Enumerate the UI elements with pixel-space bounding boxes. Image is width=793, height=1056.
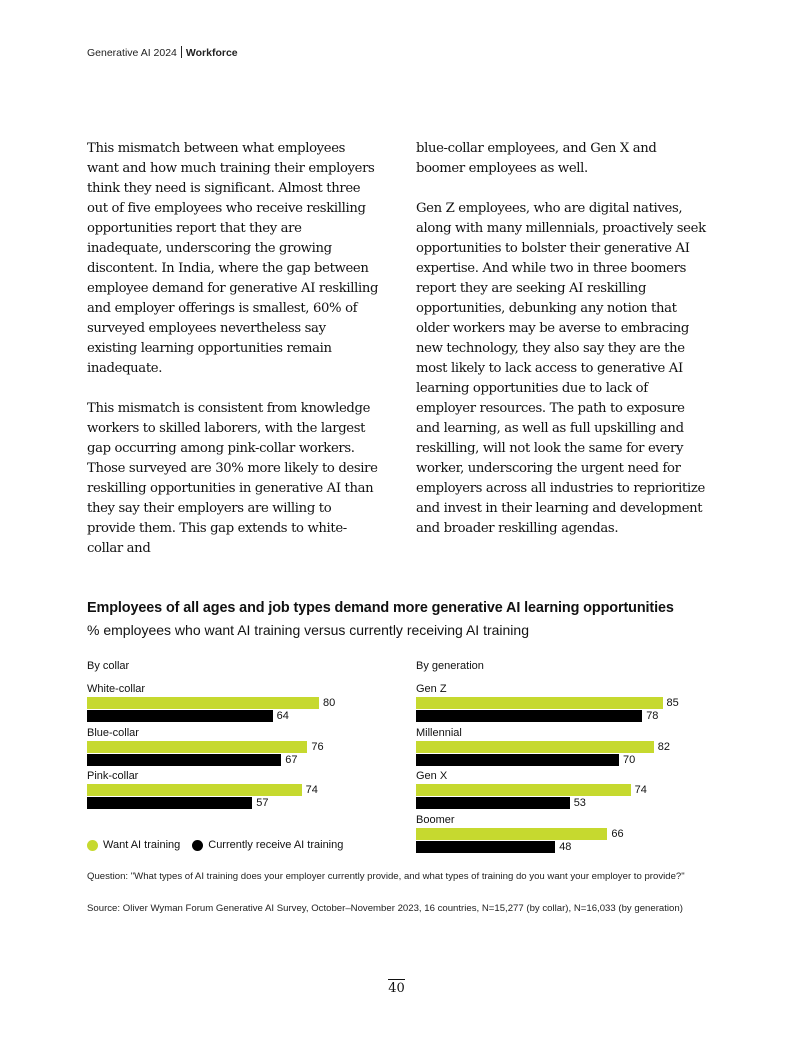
paragraph: blue-collar employees, and Gen X and boomer employees as well. xyxy=(416,141,657,176)
header-divider xyxy=(181,46,182,58)
bar-value-label: 67 xyxy=(285,753,298,766)
bar-value-label: 74 xyxy=(305,784,318,796)
bar-want xyxy=(87,697,319,709)
bar-receive xyxy=(416,841,555,853)
panel-title-collar: By collar xyxy=(87,660,130,672)
bar-receive xyxy=(87,797,252,809)
bar-want xyxy=(416,828,607,840)
header-prefix: Generative AI 2024 xyxy=(87,47,177,59)
category-label: Pink-collar xyxy=(87,770,139,782)
panel-title-generation: By generation xyxy=(416,660,484,672)
paragraph: Gen Z employees, who are digital natives, along with many millennials, proactively seek opportunities to bolster their generative AI expertise. And while two in three boomers report they are seeking AI reskilling opportunities, debunking any notion that older workers may be averse to embracing new technology, they also say they are the most likely to lack access to generative AI learning opportunities due to lack of employer resources. The path to exposure and learning, as well as full upskilling and reskilling, will not look the same for every worker, underscoring the urgent need for employers across all industries to reprioritize and invest in their learning and development and broader reskilling agendas. xyxy=(416,201,706,536)
chart-question-note: Question: "What types of AI training does your employer currently provide, and what types of training do you want your employer to provide?" xyxy=(87,871,685,882)
bar-receive xyxy=(416,797,570,809)
category-label: Millennial xyxy=(416,726,462,739)
legend-dot-want xyxy=(87,840,98,851)
bar-receive xyxy=(416,754,619,766)
bar-value-label: 82 xyxy=(657,740,671,753)
bar-want xyxy=(416,784,631,796)
bar-receive xyxy=(87,710,273,722)
chart-subtitle: % employees who want AI training versus currently receiving AI training xyxy=(87,622,529,638)
bar-value-label: 78 xyxy=(646,710,659,722)
chart-legend xyxy=(87,839,355,851)
bar-value-label: 80 xyxy=(323,697,336,709)
bar-want xyxy=(416,741,654,753)
category-label: Boomer xyxy=(416,813,455,826)
page-number: 40 xyxy=(388,981,405,996)
legend-item-receive xyxy=(192,839,343,851)
bar-want xyxy=(416,697,663,709)
bar-value-label: 76 xyxy=(311,740,324,753)
bar-value-label: 48 xyxy=(559,840,572,853)
category-label: White-collar xyxy=(87,683,146,695)
category-label: Gen X xyxy=(416,770,448,782)
bar-value-label: 53 xyxy=(573,797,586,809)
bar-value-label: 74 xyxy=(634,784,647,796)
chart-title: Employees of all ages and job types demand more generative AI learning opportunities xyxy=(87,600,674,616)
bar-value-label: 85 xyxy=(666,697,679,709)
header-section: Workforce xyxy=(185,47,238,59)
paragraph: This mismatch is consistent from knowledge workers to skilled laborers, with the largest gap occurring among pink-collar workers. Those surveyed are 30% more likely to desire reskilling opportunities in generative AI than they say their employers are willing to provide them. This gap extends to white-collar and xyxy=(87,401,378,556)
running-header xyxy=(87,46,238,59)
legend-item-want xyxy=(87,839,180,851)
bar-receive xyxy=(416,710,642,722)
bar-value-label: 66 xyxy=(611,827,624,840)
chart-source-note: Source: Oliver Wyman Forum Generative AI Survey, October–November 2023, 16 countries, N=15,277 (by collar), N=16,033 (by generation) xyxy=(87,903,683,914)
legend-label: Want AI training xyxy=(103,839,181,851)
bar-want xyxy=(87,784,302,796)
bar-want xyxy=(87,741,307,753)
paragraph: This mismatch between what employees want and how much training their employers think they need is significant. Almost three out of five employees who receive reskilling opportunities report that they are inadequate, underscoring the growing discontent. In India, where the gap between employee demand for generative AI reskilling and employer offerings is smallest, 60% of surveyed employees nevertheless say existing learning opportunities remain inadequate. xyxy=(87,141,379,376)
bar-value-label: 70 xyxy=(623,753,636,766)
body-column-left xyxy=(87,139,379,579)
bar-value-label: 64 xyxy=(276,710,289,722)
body-column-right xyxy=(416,139,708,559)
category-label: Gen Z xyxy=(416,683,447,695)
bar-receive xyxy=(87,754,281,766)
bar-value-label: 57 xyxy=(256,797,269,809)
category-label: Blue-collar xyxy=(87,726,139,739)
legend-label: Currently receive AI training xyxy=(208,839,344,851)
legend-dot-receive xyxy=(192,840,203,851)
